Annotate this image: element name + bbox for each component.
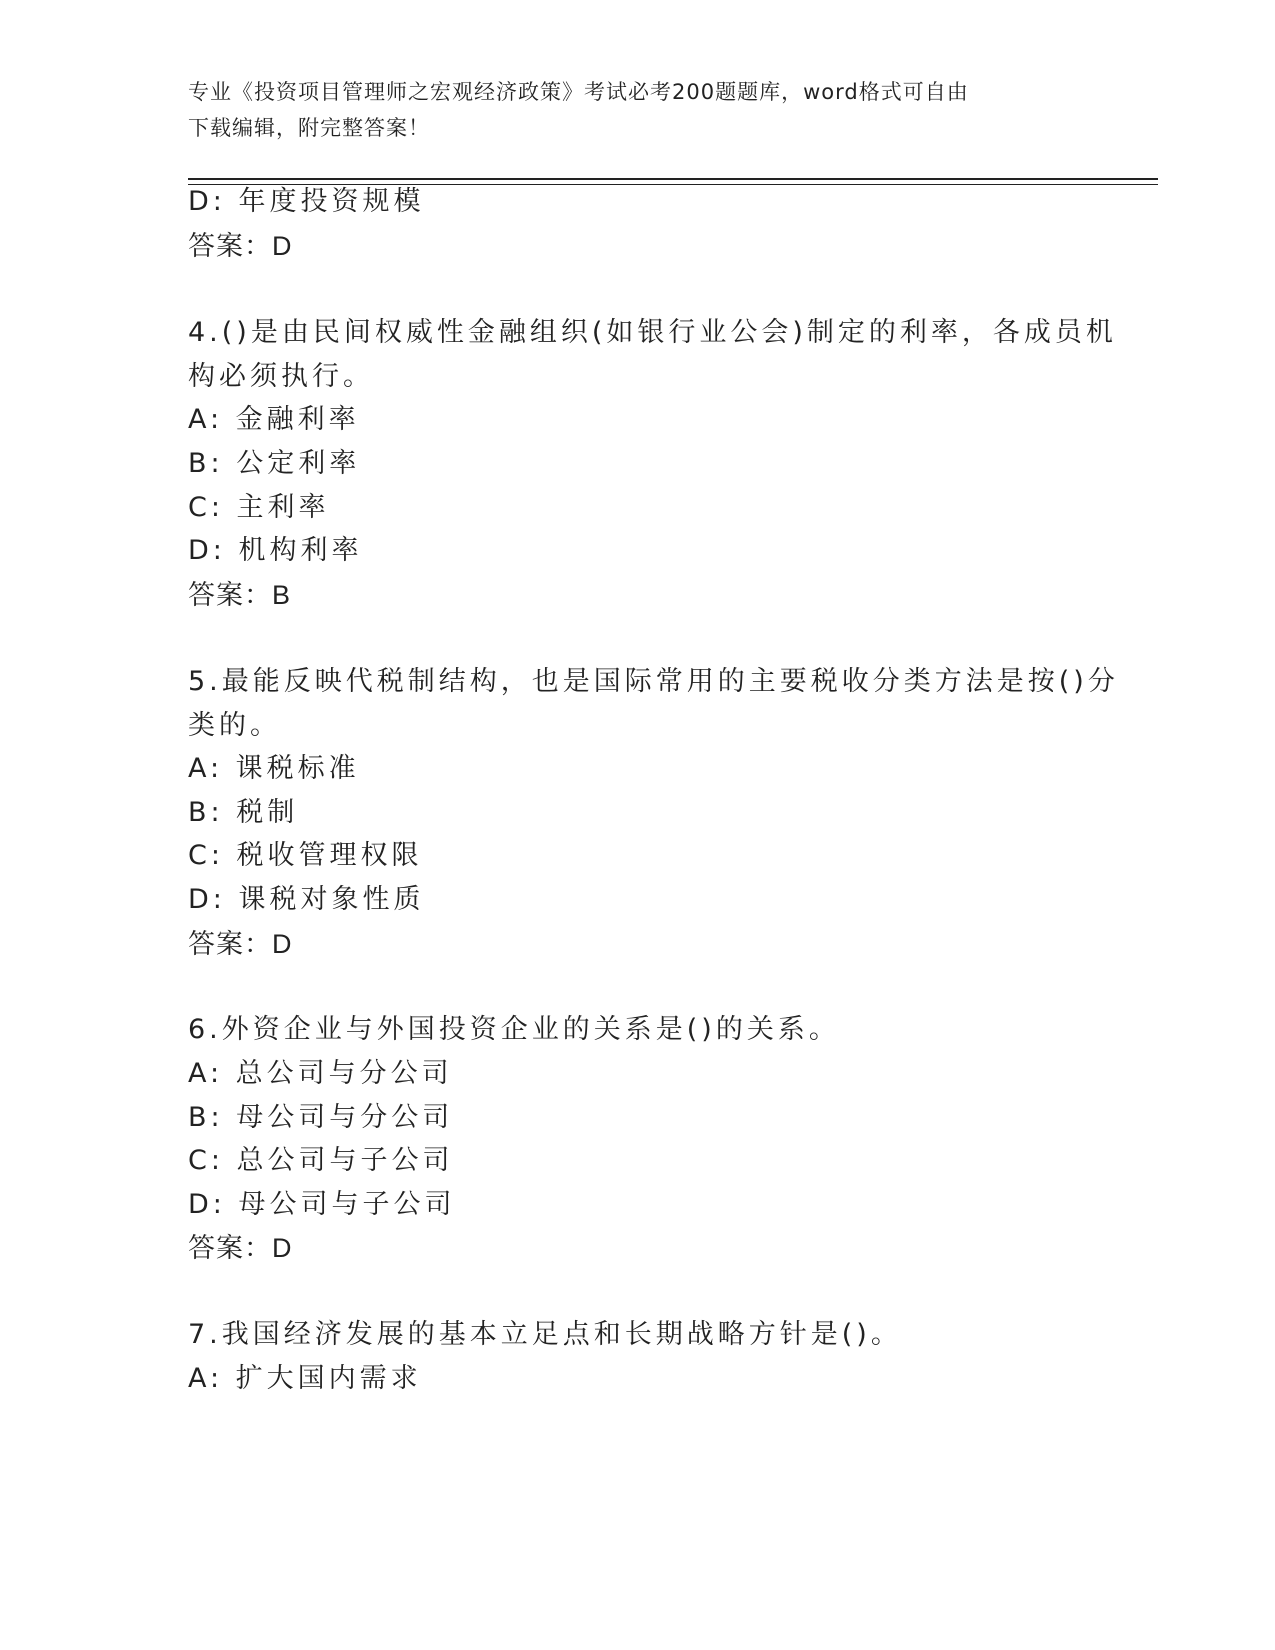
q7-option-a: A: 扩大国内需求: [188, 1363, 422, 1394]
q6-option-b: B: 母公司与分公司: [188, 1102, 454, 1133]
q6-option-d: D: 母公司与子公司: [188, 1189, 456, 1220]
q5-option-a: A: 课税标准: [188, 753, 360, 784]
q4-option-b: B: 公定利率: [188, 448, 361, 479]
q5-text-line-2: 类的。: [188, 710, 281, 741]
q5-option-c: C: 税收管理权限: [188, 840, 423, 871]
q5-option-d: D: 课税对象性质: [188, 884, 425, 915]
q6-option-c: C: 总公司与子公司: [188, 1145, 454, 1176]
header-line-1: 专业《投资项目管理师之宏观经济政策》考试必考200题题库，word格式可自由: [188, 80, 969, 104]
q5-text-line-1: 5.最能反映代税制结构，也是国际常用的主要税收分类方法是按()分: [188, 666, 1119, 697]
q4-option-c: C: 主利率: [188, 492, 330, 523]
q4-text-line-2: 构必须执行。: [188, 361, 374, 392]
q6-text-line-1: 6.外资企业与外国投资企业的关系是()的关系。: [188, 1014, 840, 1045]
document-header: [188, 74, 1068, 146]
header-line-2: 下载编辑，附完整答案！: [188, 116, 430, 140]
q5-answer: 答案：D: [188, 929, 293, 959]
q4-option-a: A: 金融利率: [188, 404, 360, 435]
q7-text-line-1: 7.我国经济发展的基本立足点和长期战略方针是()。: [188, 1319, 902, 1350]
q6-answer: 答案：D: [188, 1233, 293, 1263]
q4-text-line-1: 4.()是由民间权威性金融组织(如银行业公会)制定的利率，各成员机: [188, 317, 1117, 348]
q5-option-b: B: 税制: [188, 797, 299, 828]
q6-option-a: A: 总公司与分公司: [188, 1058, 453, 1089]
prev-question-answer: 答案：D: [188, 231, 293, 261]
q4-answer: 答案：B: [188, 580, 292, 610]
q4-option-d: D: 机构利率: [188, 535, 363, 566]
prev-question-option-d: D: 年度投资规模: [188, 186, 425, 217]
header-divider-thick: [188, 178, 1158, 180]
